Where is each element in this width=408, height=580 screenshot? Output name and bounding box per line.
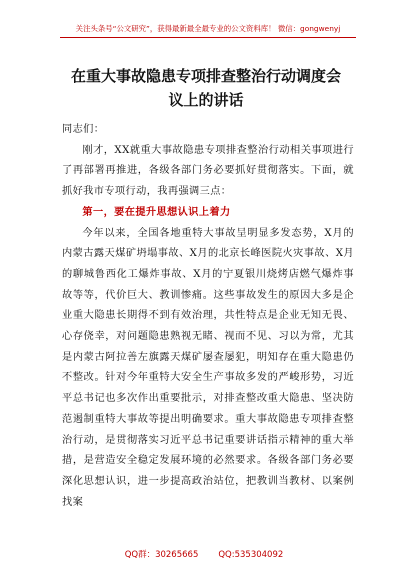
footer	[0, 548, 408, 560]
salutation: 同志们：	[62, 124, 105, 135]
document-body	[62, 120, 354, 513]
paragraph-intro: 刚才，XX就重大事故隐患专项排查整治行动相关事项进行了再部署再推进，各级各部门务必要抓好贯彻落实。下面，就抓好我市专项行动，我再强调三点：	[62, 144, 354, 198]
footer-qq: QQ:535304092	[218, 550, 284, 560]
header-banner: 关注头条号“公文研究”，获得最新最全最专业的公文资料库！ 微信：gongwenyj	[75, 24, 341, 33]
document-title	[58, 64, 354, 112]
footer-qq-group: QQ群：30265665	[124, 550, 199, 560]
header-rule	[60, 37, 356, 38]
paragraph-section-1: 今年以来，全国各地重特大事故呈明显多发态势，X月的内蒙古露天煤矿坍塌事故、X月的北京长峰医院火灾事故、X月的聊城鲁西化工爆炸事故、X月的宁夏银川烧烤店燃气爆炸事故等等，代价巨大、教训惨痛。这些事故发生的原因大多是企业重大隐患长期得不到有效治理，共性特点是企业无知无畏、心存侥幸，对问题隐患熟视无睹、视而不见、习以为常，尤其是内蒙古阿拉善左旗露天煤矿屡查屡犯，明知存在重大隐患仍不整改。针对今年重特大安全生产事故多发的严峻形势，习近平总书记也多次作出重要批示，对排查整改重大隐患、坚决防范遏制重特大事故等提出明确要求。重大事故隐患专项排查整治行动，是贯彻落实习近平总书记重要讲话指示精神的重大举措，是营造安全稳定发展环境的必然要求。各级各部门务必要深化思想认识，进一步提高政治站位，把教训当教材、以案例找案	[62, 227, 354, 508]
section-heading-1: 第一，要在提升思想认识上着力	[82, 206, 231, 218]
title-line-1: 在重大事故隐患专项排查整治行动调度会	[70, 67, 341, 85]
title-line-2: 议上的讲话	[168, 91, 244, 109]
